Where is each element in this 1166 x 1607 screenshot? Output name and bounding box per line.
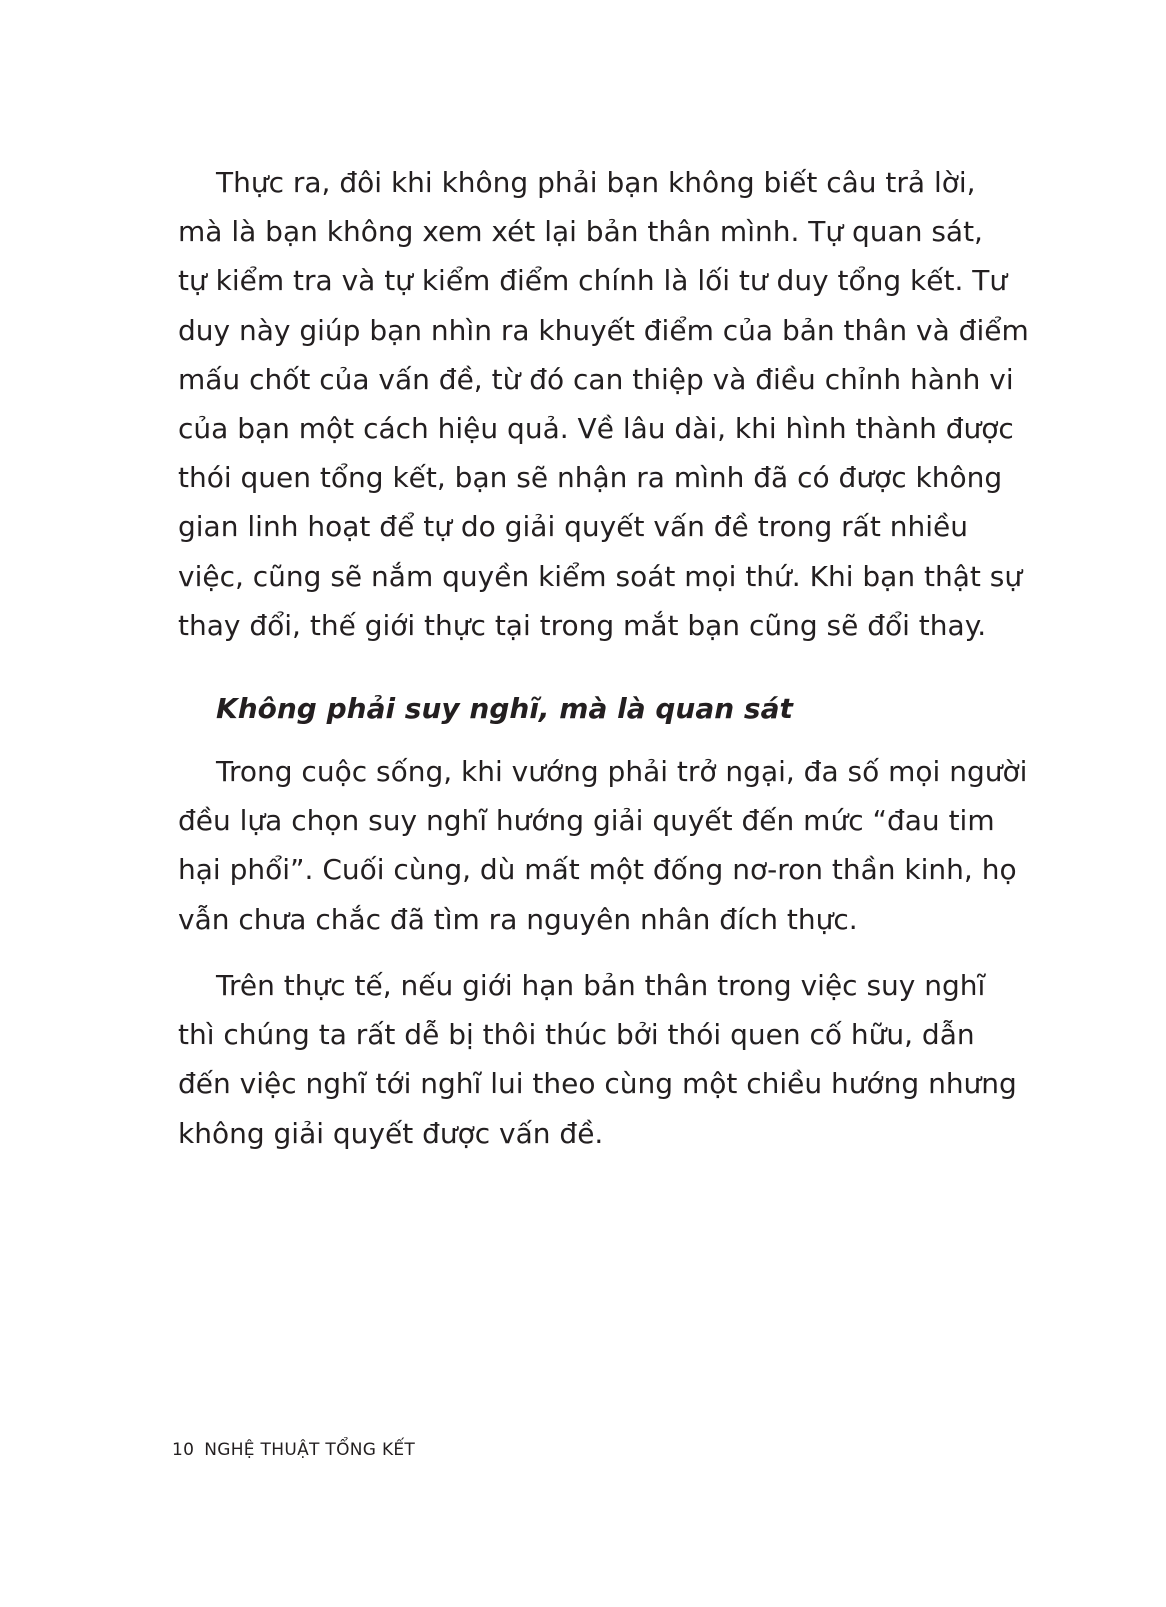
paragraph-line: đều lựa chọn suy nghĩ hướng giải quyết đến mức “đau tim: [178, 804, 995, 838]
paragraph-reality: [178, 961, 1017, 1158]
paragraph-line: thì chúng ta rất dễ bị thôi thúc bởi thói quen cố hữu, dẫn: [178, 1018, 975, 1052]
paragraph-line: duy này giúp bạn nhìn ra khuyết điểm của bản thân và điểm: [178, 313, 1029, 347]
paragraph-line: Thực ra, đôi khi không phải bạn không biết câu trả lời,: [216, 166, 976, 199]
paragraph-line: gian linh hoạt để tự do giải quyết vấn đề trong rất nhiều: [178, 510, 968, 544]
paragraph-line: Trên thực tế, nếu giới hạn bản thân trong việc suy nghĩ: [216, 969, 986, 1002]
page-number: 10: [172, 1440, 195, 1460]
paragraph-line: thay đổi, thế giới thực tại trong mắt bạn cũng sẽ đổi thay.: [178, 608, 987, 642]
paragraph-line: vẫn chưa chắc đã tìm ra nguyên nhân đích thực.: [178, 902, 858, 936]
paragraph-line: hại phổi”. Cuối cùng, dù mất một đống nơ-ron thần kinh, họ: [178, 853, 1017, 887]
section-heading: Không phải suy nghĩ, mà là quan sát: [216, 692, 793, 725]
paragraph-line: việc, cũng sẽ nắm quyền kiểm soát mọi thứ. Khi bạn thật sự: [178, 559, 1023, 593]
paragraph-thinking: [178, 747, 1028, 944]
paragraph-line: tự kiểm tra và tự kiểm điểm chính là lối tư duy tổng kết. Tư: [178, 264, 1008, 298]
page-footer: [172, 1440, 415, 1460]
paragraph-line: đến việc nghĩ tới nghĩ lui theo cùng một chiều hướng nhưng: [178, 1067, 1017, 1101]
paragraph-line: thói quen tổng kết, bạn sẽ nhận ra mình đã có được không: [178, 461, 1003, 495]
page-body: [178, 158, 1029, 1150]
paragraph-line: mà là bạn không xem xét lại bản thân mình. Tự quan sát,: [178, 215, 983, 249]
paragraph-line: Trong cuộc sống, khi vướng phải trở ngại, đa số mọi người: [216, 755, 1028, 788]
paragraph-line: mấu chốt của vấn đề, từ đó can thiệp và điều chỉnh hành vi: [178, 362, 1014, 396]
book-title: NGHỆ THUẬT TỔNG KẾT: [204, 1440, 416, 1460]
paragraph-intro: [178, 158, 1029, 650]
paragraph-line: của bạn một cách hiệu quả. Về lâu dài, khi hình thành được: [178, 411, 1014, 445]
paragraph-line: không giải quyết được vấn đề.: [178, 1116, 604, 1150]
